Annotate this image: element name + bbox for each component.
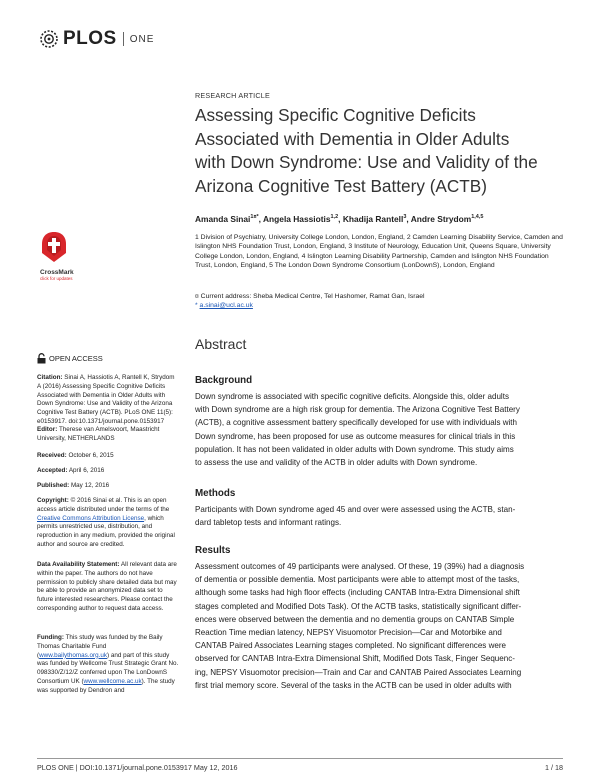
open-access-badge — [37, 353, 103, 364]
crossmark-icon — [40, 231, 68, 263]
results-heading: Results — [195, 545, 231, 556]
corresponding-email-link[interactable]: a.sinai@ucl.ac.uk — [199, 302, 253, 310]
wellcome-link[interactable]: www.wellcome.ac.uk — [83, 677, 142, 685]
text-line: Assessment outcomes of 49 participants were analysed. Of these, 19 (39%) had a diagnosis — [195, 562, 525, 571]
funding-label: Funding: — [37, 634, 64, 641]
author-sup: 3 — [403, 214, 407, 221]
correspondence-block — [195, 292, 567, 311]
title-line: Arizona Cognitive Test Battery (ACTB) — [195, 175, 487, 196]
text-line: Down syndrome, has been proposed for use as outcome measures for clinical trials in this — [195, 431, 516, 441]
funding-text-1: This study was funded by the Baily Thomas Charitable Fund ( — [37, 634, 163, 659]
text-line: Participants with Down syndrome aged 45 and over were assessed using the ACTB, stan- — [195, 505, 516, 514]
crossmark-badge[interactable] — [40, 231, 74, 281]
author-sup: 1¤* — [250, 214, 259, 221]
author-name[interactable]: Andre Strydom — [410, 214, 472, 224]
author-name[interactable]: Amanda Sinai — [195, 214, 251, 224]
accepted-text: April 6, 2016 — [68, 467, 105, 474]
accepted-block — [37, 467, 179, 476]
published-label: Published: — [37, 482, 70, 489]
affiliations: 1 Division of Psychiatry, University College London, London, England, 2 Camden Learning Disability Service, Camden and Islington NHS Foundation Trust, London, England, 3 Institute of Neurology, Education Unit, Queens Square, University College London, London, England, 4 Islington Learning Disability Partnership, Camden and Islington NHS Foundation Trust, London, England, 5 The London Down Syndrome Consortium (LonDownS), London, England — [195, 234, 563, 270]
text-line: observed for CANTAB Intra-Extra Dimensional Shift, Modified Dots Task, Finger Sequenc- — [195, 654, 515, 664]
text-line: ences were observed between the dementia and no dementia groups on CANTAB Simple — [195, 614, 515, 624]
text-line: first trial memory score. Several of the tasks in the ACTB can be used in older adults with — [195, 680, 512, 690]
text-line: of dementia or possible dementia. Most participants were able to attempt most of the tasks, — [195, 575, 520, 585]
funding-text-3: ). The study was supported by Dendron and — [37, 677, 175, 694]
citation-block — [37, 374, 179, 427]
page-number: 1 / 18 — [545, 763, 563, 772]
crossmark-sublabel: click for updates — [40, 276, 73, 281]
data-availability-label: Data Availability Statement: — [37, 561, 120, 568]
author-name[interactable]: Angela Hassiotis — [263, 214, 331, 224]
copyright-label: Copyright: — [37, 497, 69, 504]
data-availability-text: All relevant data are within the paper. The authors do not have permission to publicly share detailed data but may be able to provide an anonymized data set to future interested researchers. Please contact the corresponding author to request data access. — [37, 561, 177, 612]
copyright-block — [37, 497, 179, 550]
logo-separator — [123, 32, 124, 46]
background-heading: Background — [195, 375, 253, 386]
results-text — [195, 560, 567, 692]
editor-label: Editor: — [37, 426, 58, 433]
bailythomas-link[interactable]: www.bailythomas.org.uk — [39, 651, 108, 659]
methods-text — [195, 503, 567, 529]
copyright-text: © 2016 Sinai et al. This is an open access article distributed under the terms of the — [37, 497, 170, 513]
text-line: with Down syndrome are a high risk group for dementia. The Arizona Cognitive Test Battery — [195, 405, 520, 415]
received-label: Received: — [37, 452, 67, 459]
background-text — [195, 390, 567, 469]
citation-label: Citation: — [37, 374, 63, 381]
received-text: October 6, 2015 — [68, 452, 114, 459]
plos-one-logo[interactable] — [38, 27, 154, 51]
text-line: Down syndrome is associated with specific cognitive deficits. Alongside this, older adults — [195, 392, 509, 401]
copyright-text-2: , which permits unrestricted use, distribution, and reproduction in any medium, provided the original author and source are credited. — [37, 514, 175, 548]
funding-text-2: ) and part of this study was funded by Wellcome Trust Strategic Grant No. 098330/Z/12/Z conferred upon The LonDownS Consortium UK ( — [37, 651, 179, 685]
editor-block — [37, 426, 179, 444]
title-line: Associated with Dementia in Older Adults — [195, 128, 510, 149]
article-title — [195, 104, 567, 198]
open-access-label: OPEN ACCESS — [49, 354, 103, 363]
abstract-heading: Abstract — [195, 336, 247, 352]
author-sup: 1,2 — [330, 214, 339, 221]
text-line: dard tabletop tests and informant ratings. — [195, 518, 342, 528]
text-line: although some tasks had high floor effects (including CANTAB Intra-Extra Dimensional shift — [195, 588, 520, 598]
author-sup: 1,4,5 — [471, 214, 484, 221]
received-block — [37, 452, 179, 461]
corresponding-email-row — [195, 301, 567, 310]
editor-text: Therese van Amelsvoort, Maastricht University, NETHERLANDS — [37, 426, 160, 442]
published-block — [37, 482, 179, 491]
text-line: (ACTB), a cognitive assessment battery specifically developed for use with individuals with — [195, 418, 518, 428]
footer-divider — [37, 758, 563, 759]
title-line: with Down Syndrome: Use and Validity of the — [195, 152, 538, 172]
text-line: Reaction Time median latency, NEPSY Visuomotor Precision—Car and Motorbike and — [195, 628, 502, 638]
logo-journal: ONE — [129, 33, 155, 45]
open-lock-icon — [37, 353, 46, 364]
author-name[interactable]: Khadija Rantell — [342, 214, 404, 224]
data-availability-block — [37, 561, 179, 614]
methods-heading: Methods — [195, 488, 236, 499]
published-text: May 12, 2016 — [70, 482, 110, 489]
citation-text: Sinai A, Hassiotis A, Rantell K, Strydom A (2016) Assessing Specific Cognitive Deficits Associated with Dementia in Older Adults with Down Syndrome: Use and Validity of the Arizona Cognitive Test Battery (ACTB). PLoS ONE 11(5): e0153917. doi:10.1371/journal.pone.0153917 — [37, 374, 175, 425]
title-line: Assessing Specific Cognitive Deficits — [195, 105, 476, 125]
cc-license-link[interactable]: Creative Commons Attribution License — [37, 514, 145, 522]
funding-block — [37, 634, 179, 696]
author-list: Amanda Sinai$^{1¤*}$, Angela Hassiotis$^{1,2}$, Khadija Rantell$^3$, Andre Strydom$^{1,4,5}$ — [195, 214, 484, 224]
text-line: to assess the use and validity of the ACTB in older adults with Down syndrome. — [195, 458, 478, 468]
accepted-label: Accepted: — [37, 467, 68, 474]
current-address: ¤ Current address: Sheba Medical Centre, Tel Hashomer, Ramat Gan, Israel — [195, 293, 425, 300]
crossmark-label: CrossMark — [40, 269, 74, 276]
text-line: stages completed and Modified Dots Task). Of the ACTB tasks, statistically significant differ- — [195, 601, 522, 611]
email-asterisk: * — [195, 302, 198, 310]
logo-brand: PLOS — [63, 28, 117, 49]
footer-citation: PLOS ONE | DOI:10.1371/journal.pone.0153917 May 12, 2016 — [37, 763, 238, 772]
plos-logo-icon — [38, 28, 60, 50]
text-line: ing, NEPSY Visuomotor precision—Train and Car and CANTAB Paired Associates Learning — [195, 667, 522, 677]
article-type: RESEARCH ARTICLE — [195, 91, 270, 100]
text-line: population. It has not been validated in older adults with Down syndrome. This study aims — [195, 444, 514, 454]
text-line: CANTAB Paired Associates Learning stages completed. No significant differences were — [195, 641, 507, 651]
